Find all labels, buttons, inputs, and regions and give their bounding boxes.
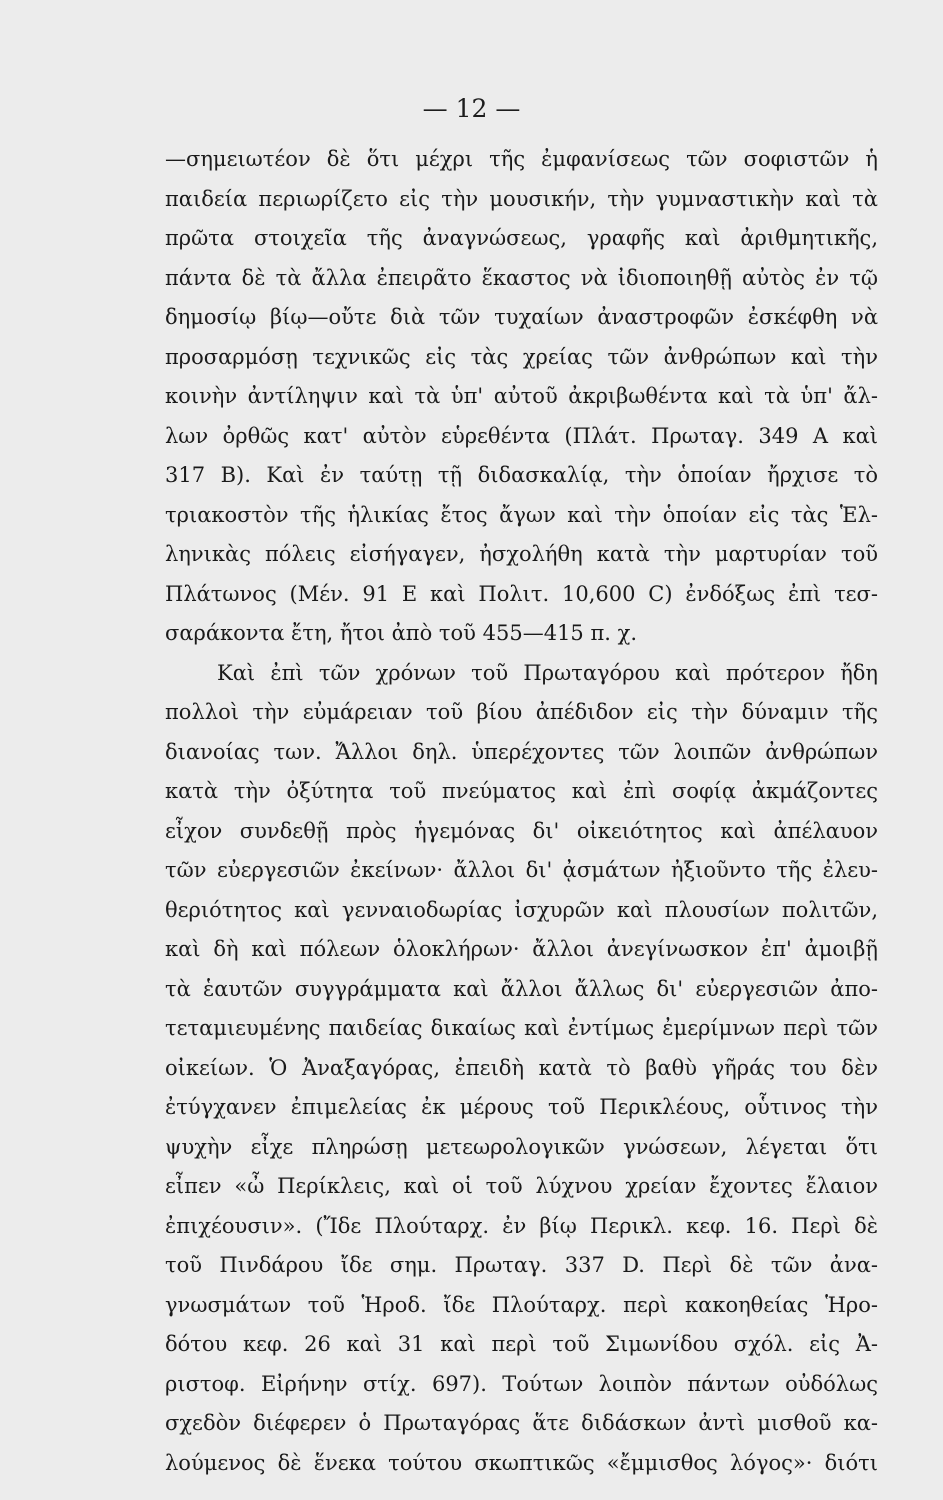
text-line: ληνικὰς πόλεις εἰσήγαγεν, ἠσχολήθη κατὰ τὴν μαρτυρίαν τοῦ (165, 542, 878, 566)
text-line: γνωσμάτων τοῦ Ἡροδ. ἴδε Πλούταρχ. περὶ κακοηθείας Ἡρο- (165, 1292, 878, 1317)
text-line: ψυχὴν εἶχε πληρώσῃ μετεωρολογικῶν γνώσεων, λέγεται ὅτι (165, 1134, 878, 1159)
page-number: — 12 — (422, 94, 521, 123)
text-line: Πλάτωνος (Μέν. 91 Ε καὶ Πολιτ. 10,600 C) ἐνδόξως ἐπὶ τεσ- (165, 581, 878, 606)
text-line: τοῦ Πινδάρου ἴδε σημ. Πρωταγ. 337 D. Περὶ δὲ τῶν ἀνα- (165, 1253, 878, 1277)
text-line: οἰκείων. Ὁ Ἀναξαγόρας, ἐπειδὴ κατὰ τὸ βαθὺ γῆράς του δὲν (165, 1055, 878, 1080)
paragraph-end-line: σαράκοντα ἔτη, ἤτοι ἀπὸ τοῦ 455—415 π. χ. (165, 621, 638, 645)
text-line: δότου κεφ. 26 καὶ 31 καὶ περὶ τοῦ Σιμωνίδου σχόλ. εἰς Ἀ- (165, 1332, 878, 1356)
text-line: πρῶτα στοιχεῖα τῆς ἀναγνώσεως, γραφῆς καὶ ἀριθμητικῆς, (165, 226, 878, 250)
text-line: θεριότητος καὶ γενναιοδωρίας ἰσχυρῶν καὶ πλουσίων πολιτῶν, (165, 897, 878, 922)
text-line: κοινὴν ἀντίληψιν καὶ τὰ ὑπ' αὐτοῦ ἀκριβωθέντα καὶ τὰ ὑπ' ἄλ- (165, 384, 878, 408)
text-line: δημοσίῳ βίῳ—οὔτε διὰ τῶν τυχαίων ἀναστροφῶν ἐσκέφθη νὰ (165, 305, 878, 329)
paragraph-start-line: Καὶ ἐπὶ τῶν χρόνων τοῦ Πρωταγόρου καὶ πρότερον ἤδη (217, 660, 878, 685)
text-line: πάντα δὲ τὰ ἄλλα ἐπειρᾶτο ἕκαστος νὰ ἰδιοποιηθῇ αὐτὸς ἐν τῷ (165, 265, 878, 290)
text-line: κατὰ τὴν ὀξύτητα τοῦ πνεύματος καὶ ἐπὶ σοφίᾳ ἀκμάζοντες (165, 779, 878, 803)
text-line: —σημειωτέον δὲ ὅτι μέχρι τῆς ἐμφανίσεως τῶν σοφιστῶν ἡ (165, 147, 878, 171)
text-line: ἐτύγχανεν ἐπιμελείας ἐκ μέρους τοῦ Περικλέους, οὗτινος τὴν (165, 1095, 878, 1119)
text-line: τὰ ἑαυτῶν συγγράμματα καὶ ἄλλοι ἄλλως δι' εὐεργεσιῶν ἀπο- (165, 976, 878, 1001)
text-line: καὶ δὴ καὶ πόλεων ὁλοκλήρων· ἄλλοι ἀνεγίνωσκον ἐπ' ἀμοιβῇ (165, 937, 878, 961)
text-line: τεταμιευμένης παιδείας δικαίως καὶ ἐντίμως ἐμερίμνων περὶ τῶν (165, 1016, 878, 1040)
text-line: εἶπεν «ὦ Περίκλεις, καὶ οἱ τοῦ λύχνου χρείαν ἔχοντες ἔλαιον (165, 1174, 878, 1198)
text-line: παιδεία περιωρίζετο εἰς τὴν μουσικήν, τὴν γυμναστικὴν καὶ τὰ (165, 186, 878, 211)
text-line: τριακοστὸν τῆς ἡλικίας ἔτος ἄγων καὶ τὴν ὁποίαν εἰς τὰς Ἑλ- (165, 502, 878, 527)
text-line: διανοίας των. Ἄλλοι δηλ. ὑπερέχοντες τῶν λοιπῶν ἀνθρώπων (165, 739, 878, 764)
text-line: ἐπιχέουσιν». (Ἴδε Πλούταρχ. ἐν βίῳ Περικλ. κεφ. 16. Περὶ δὲ (165, 1213, 878, 1238)
text-line: 317 Β). Καὶ ἐν ταύτῃ τῇ διδασκαλίᾳ, τὴν ὁποίαν ἤρχισε τὸ (165, 463, 878, 487)
text-line: τῶν εὐεργεσιῶν ἐκείνων· ἄλλοι δι' ᾀσμάτων ἠξιοῦντο τῆς ἐλευ- (165, 858, 878, 882)
text-line: πολλοὶ τὴν εὐμάρειαν τοῦ βίου ἀπέδιδον εἰς τὴν δύναμιν τῆς (165, 700, 878, 724)
text-line: ριστοφ. Εἰρήνην στίχ. 697). Τούτων λοιπὸν πάντων οὐδόλως (165, 1371, 878, 1396)
text-line: λούμενος δὲ ἕνεκα τούτου σκωπτικῶς «ἔμμισθος λόγος»· διότι (165, 1450, 878, 1475)
text-line: σχεδὸν διέφερεν ὁ Πρωταγόρας ἅτε διδάσκων ἀντὶ μισθοῦ κα- (165, 1411, 878, 1435)
text-line: προσαρμόσῃ τεχνικῶς εἰς τὰς χρείας τῶν ἀνθρώπων καὶ τὴν (165, 344, 878, 369)
body-text (165, 140, 878, 1483)
text-line: λων ὀρθῶς κατ' αὐτὸν εὑρεθέντα (Πλάτ. Πρωταγ. 349 Α καὶ (165, 423, 878, 448)
text-line: εἶχον συνδεθῇ πρὸς ἡγεμόνας δι' οἰκειότητος καὶ ἀπέλαυον (165, 818, 878, 843)
